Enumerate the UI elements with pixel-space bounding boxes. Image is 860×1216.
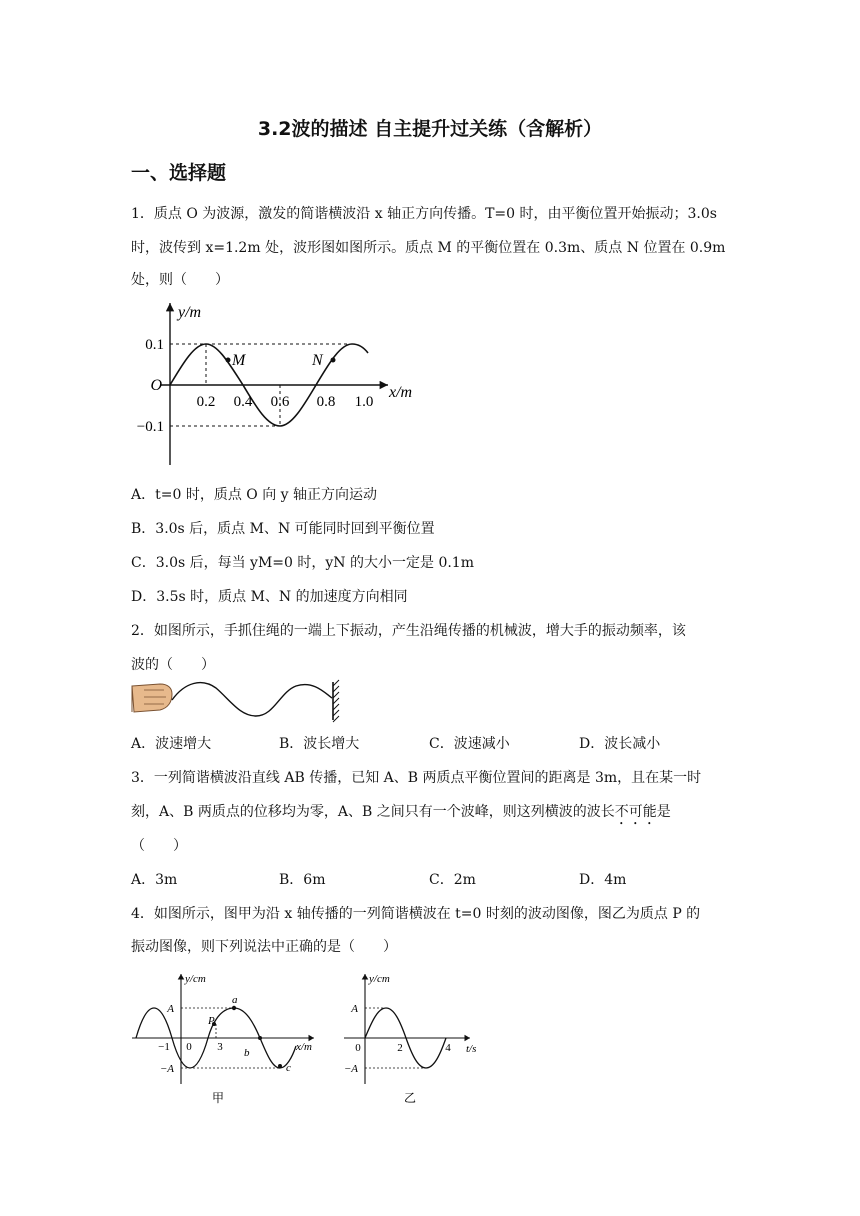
q4-jia-amp-pos: A	[167, 1003, 174, 1015]
q4-jia-y-label: y/cm	[185, 973, 206, 985]
q1-y-axis-label: y/m	[178, 304, 202, 321]
q2-option-c: C．波速减小	[429, 736, 510, 752]
q1-xtick-5: 1.0	[354, 394, 374, 410]
q1-xtick-2: 0.4	[233, 394, 253, 410]
q3-option-d: D．4m	[579, 872, 627, 888]
q4-yi-tick-4: 4	[445, 1042, 451, 1054]
q1-wave-graph	[120, 295, 420, 470]
q1-xtick-1: 0.2	[196, 394, 216, 410]
q1-point-m	[226, 358, 231, 363]
q4-label-b: b	[244, 1047, 250, 1059]
q1-label-m: M	[232, 352, 246, 369]
q3-option-c: C．2m	[429, 872, 476, 888]
q4-stem-line-2: 振动图像，则下列说法中正确的是（ ）	[131, 939, 397, 955]
q4-yi-tick-0: 0	[355, 1042, 361, 1054]
q1-stem-line-2: 时，波传到 x=1.2m 处，波形图如图所示。质点 M 的平衡位置在 0.3m、质点 N 位置在 0.9m	[131, 240, 726, 256]
section-heading: 一、选择题	[131, 162, 227, 184]
q3-stem-line-3: （ ）	[131, 838, 187, 854]
q1-origin-label: O	[150, 377, 162, 394]
q4-label-p: P	[208, 1015, 215, 1027]
q4-label-a: a	[232, 994, 238, 1006]
q1-stem-line-3: 处，则（ ）	[131, 272, 229, 288]
q3-stem-line-2	[131, 801, 671, 828]
q3-stem-main: 刻，A、B 两质点的位移均为零，A、B 之间只有一个波峰，则这列横波的波长	[131, 804, 615, 820]
q1-ytick-neg: −0.1	[136, 419, 164, 435]
q3-stem-end: 是	[656, 804, 671, 820]
q3-option-b: B．6m	[279, 872, 326, 888]
q1-label-n: N	[312, 352, 323, 369]
q2-option-a: A．波速增大	[131, 736, 212, 752]
q4-yi-amp-neg: −A	[343, 1063, 358, 1075]
q4-yi-amp-pos: A	[351, 1003, 358, 1015]
q4-jia-tick-3: 3	[217, 1041, 223, 1053]
q2-option-d: D．波长减小	[579, 736, 661, 752]
q4-yi-y-label: y/cm	[369, 973, 390, 985]
q1-stem-line-1: 1．质点 O 为波源，激发的简谐横波沿 x 轴正方向传播。T=0 时，由平衡位置开始振动；3.0s	[131, 206, 717, 222]
q2-stem-line-2: 波的（ ）	[131, 657, 215, 673]
q4-jia-tick-0: 0	[186, 1041, 192, 1053]
q1-x-axis-label: x/m	[389, 384, 413, 401]
q1-option-d: D．3.5s 时，质点 M、N 的加速度方向相同	[131, 589, 408, 605]
hand-icon	[132, 684, 172, 712]
q1-point-n	[331, 358, 336, 363]
q1-option-b: B．3.0s 后，质点 M、N 可能同时回到平衡位置	[131, 521, 435, 537]
q1-option-c: C．3.0s 后，每当 yM=0 时，yN 的大小一定是 0.1m	[131, 555, 474, 571]
q3-stem-line-1: 3．一列简谐横波沿直线 AB 传播，已知 A、B 两质点平衡位置间的距离是 3m，且在某一时	[131, 770, 702, 786]
q2-option-b: B．波长增大	[279, 736, 360, 752]
q4-label-c: c	[286, 1062, 291, 1074]
q4-point-b	[258, 1036, 262, 1040]
q2-stem-line-1: 2．如图所示，手抓住绳的一端上下振动，产生沿绳传播的机械波，增大手的振动频率，该	[131, 623, 686, 639]
q1-ytick-pos: 0.1	[145, 337, 164, 353]
page-title: 3.2波的描述 自主提升过关练（含解析）	[257, 118, 603, 140]
q4-caption-jia: 甲	[211, 1091, 225, 1105]
q2-rope-illustration	[130, 676, 350, 726]
q4-caption-yi: 乙	[403, 1091, 417, 1105]
q4-jia-tick-neg1: −1	[158, 1041, 170, 1053]
q4-point-c	[278, 1064, 282, 1068]
q1-xtick-3: 0.6	[270, 394, 290, 410]
q2-rope-wave	[172, 683, 332, 716]
q4-graph-yi	[330, 966, 490, 1106]
q4-jia-x-label: x/m	[296, 1041, 312, 1053]
q4-point-a	[232, 1006, 236, 1010]
q1-option-a: A．t=0 时，质点 O 向 y 轴正方向运动	[131, 487, 378, 503]
q3-option-a: A．3m	[131, 872, 178, 888]
q4-stem-line-1: 4．如图所示，图甲为沿 x 轴传播的一列简谐横波在 t=0 时刻的波动图像，图乙为质点 P 的	[131, 906, 701, 922]
q4-graph-jia	[128, 966, 328, 1106]
wall-hatch	[333, 680, 339, 722]
q4-jia-amp-neg: −A	[159, 1063, 174, 1075]
q4-yi-x-label: t/s	[466, 1043, 477, 1055]
q1-xtick-4: 0.8	[316, 394, 336, 410]
q3-emphasis-not-possible: 不可能	[614, 804, 657, 820]
q4-yi-tick-2: 2	[397, 1042, 403, 1054]
